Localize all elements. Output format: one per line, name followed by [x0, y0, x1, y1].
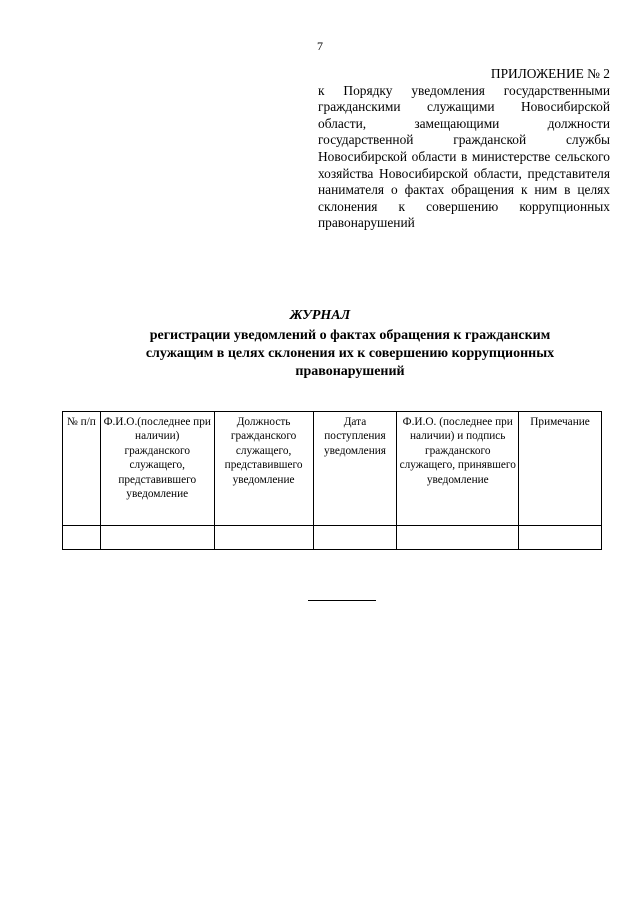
header-note: Примечание	[519, 412, 602, 526]
footer-rule	[308, 600, 376, 601]
table-cell	[100, 526, 214, 550]
journal-subtitle: регистрации уведомлений о фактах обращения к гражданским служащим в целях склонения их к совершению коррупционных правонарушений	[145, 328, 555, 379]
header-submitter-position: Должность гражданского служащего, представившего уведомление	[214, 412, 313, 526]
header-receipt-date: Дата поступления уведомления	[313, 412, 397, 526]
appendix-text: к Порядку уведомления государственными гражданскими служащими Новосибирской области, замещающими должности государственной гражданской службы Новосибирской области в министерстве сельского хозяйства Новосибирской области, представителя нанимателя о фактах обращения к ним в целях склонения к совершению коррупционных правонарушений	[318, 82, 610, 231]
header-submitter-name: Ф.И.О.(последнее при наличии) гражданского служащего, представившего уведомление	[100, 412, 214, 526]
table-cell	[63, 526, 101, 550]
header-receiver-name-signature: Ф.И.О. (последнее при наличии) и подпись гражданского служащего, принявшего уведомление	[397, 412, 519, 526]
header-number: № п/п	[63, 412, 101, 526]
page-number: 7	[317, 39, 323, 53]
journal-title: ЖУРНАЛ	[289, 308, 351, 323]
table-header-row	[63, 412, 602, 526]
table-row	[63, 526, 602, 550]
table-cell	[313, 526, 397, 550]
appendix-block	[318, 66, 610, 232]
table-cell	[397, 526, 519, 550]
table-cell	[519, 526, 602, 550]
table-cell	[214, 526, 313, 550]
appendix-title: ПРИЛОЖЕНИЕ № 2	[490, 66, 610, 81]
register-table	[62, 411, 602, 550]
